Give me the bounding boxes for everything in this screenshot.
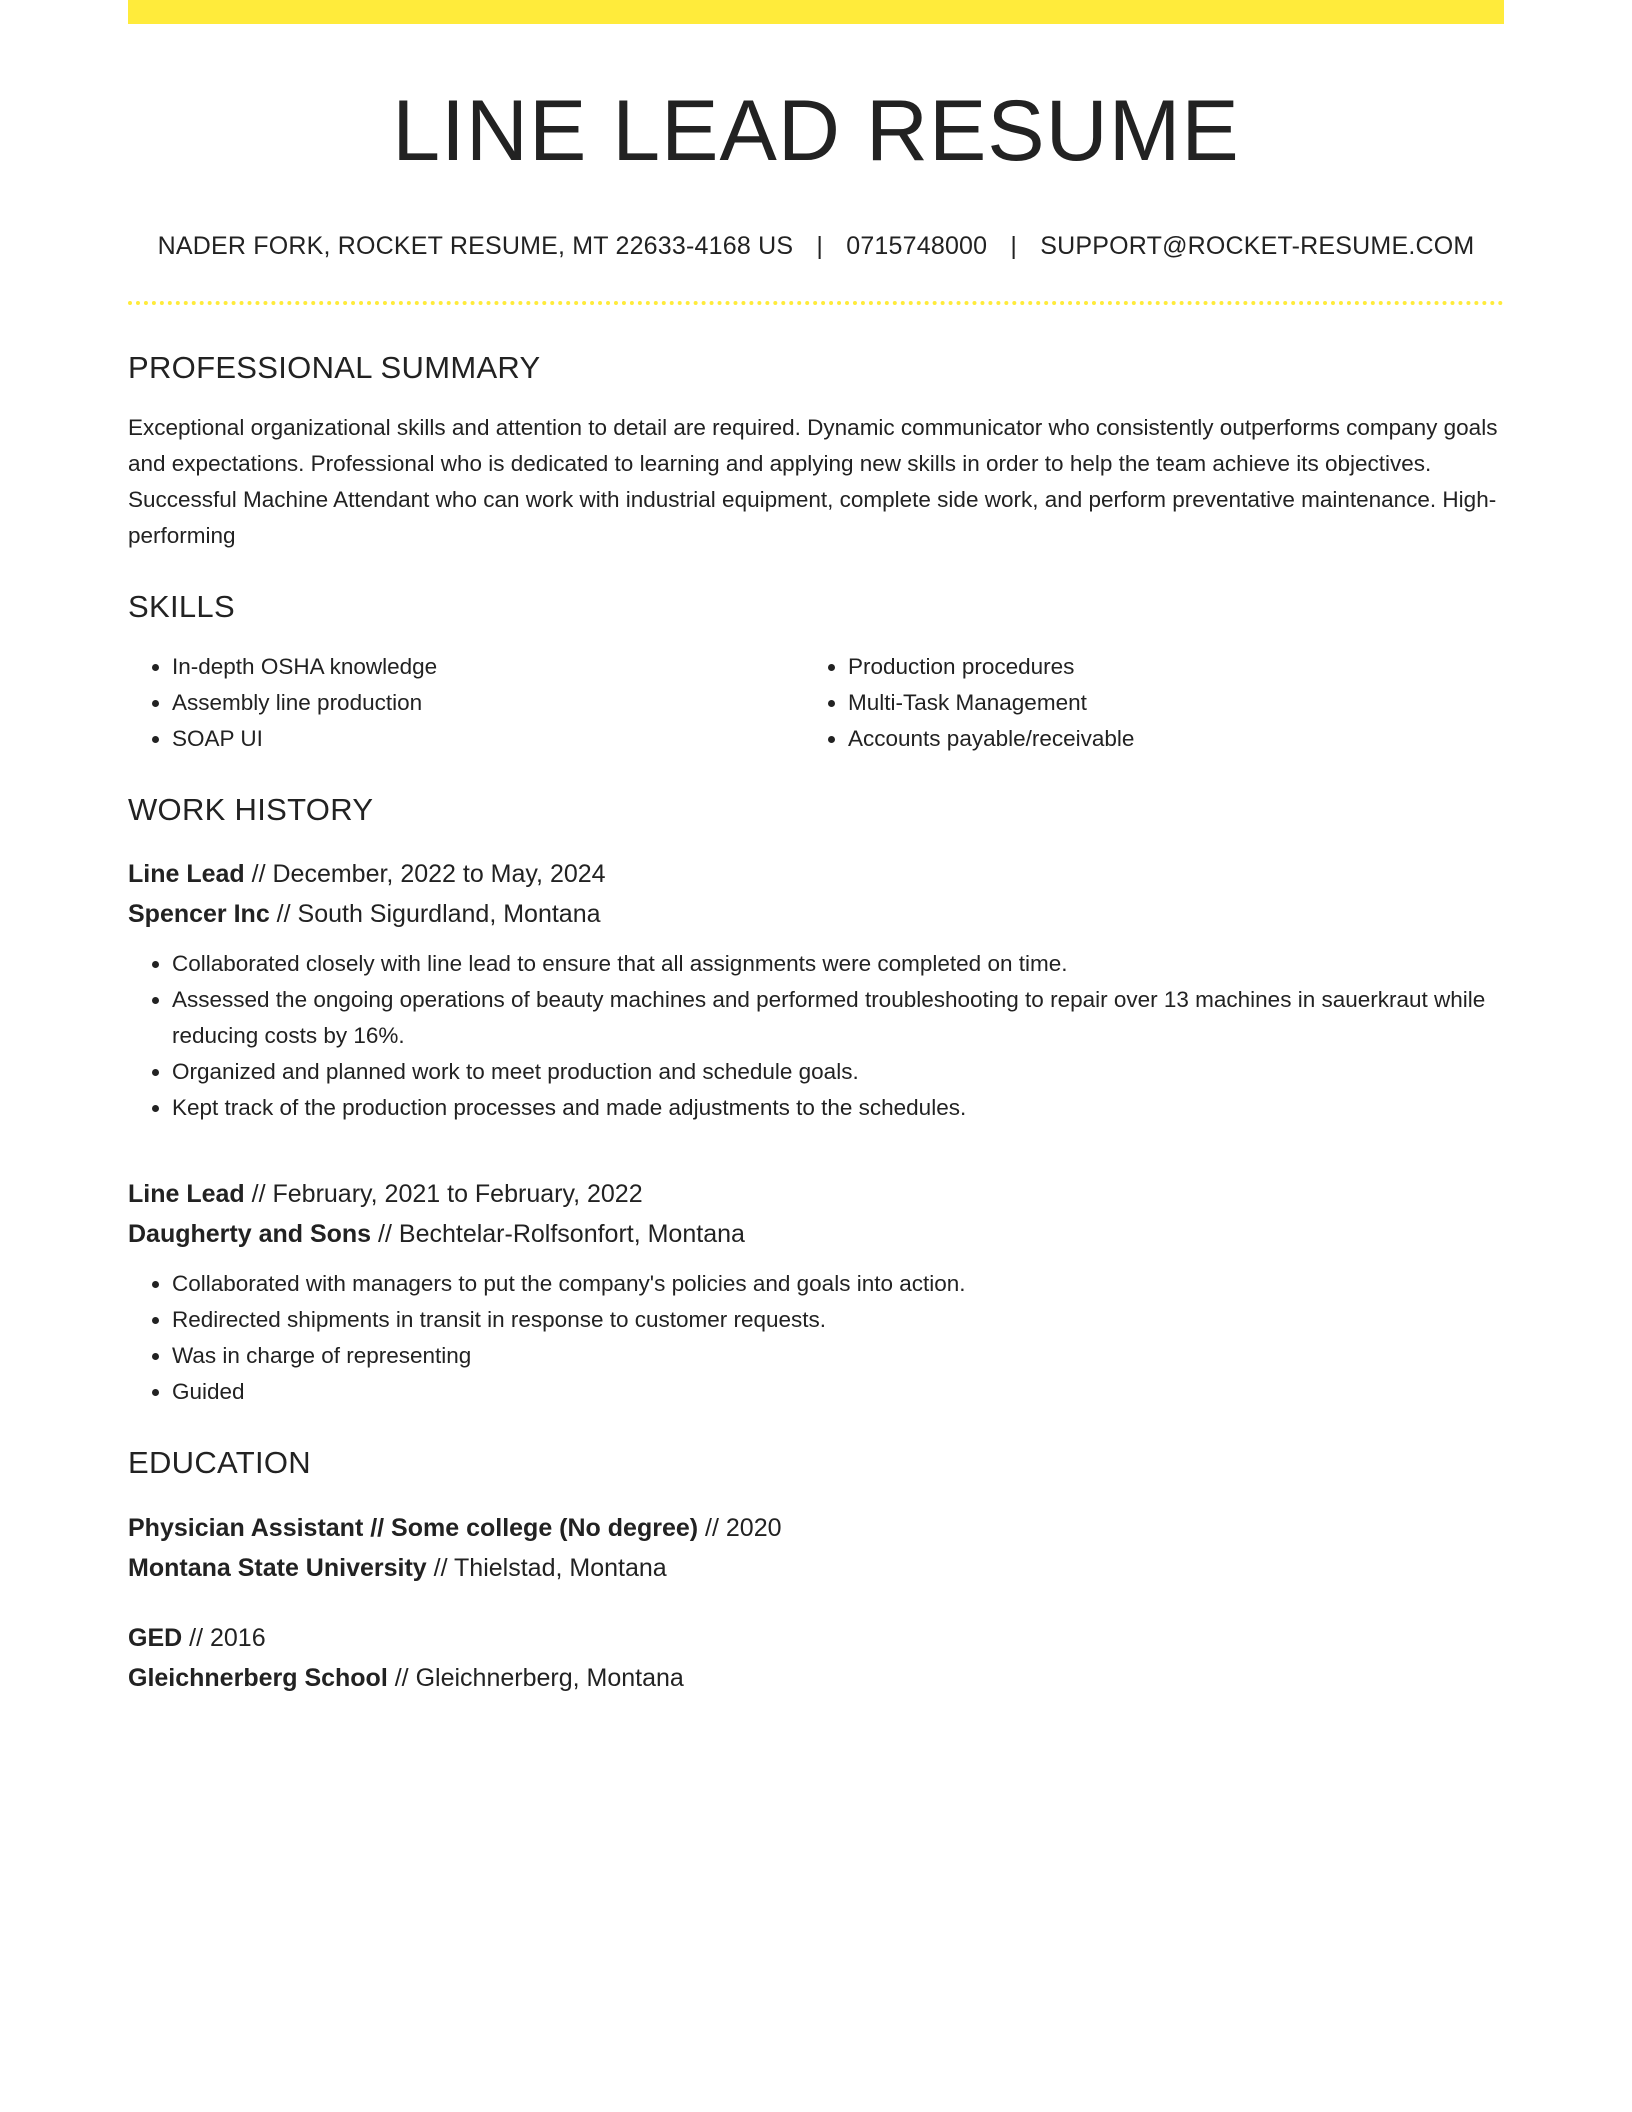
job-entry bbox=[128, 1174, 1504, 1410]
skill-item: • Assembly line production bbox=[172, 685, 804, 721]
job-entry bbox=[128, 854, 1504, 1126]
section-heading-education: EDUCATION bbox=[128, 1445, 311, 1481]
job-bullet: • Assessed the ongoing operations of beauty machines and performed troubleshooting to repair over 13 machines in sauerkraut while reducing costs by 16%. bbox=[172, 982, 1504, 1054]
job-dates: December, 2022 to May, 2024 bbox=[272, 860, 606, 889]
section-heading-work-history: WORK HISTORY bbox=[128, 792, 374, 828]
skill-item: • Multi-Task Management bbox=[848, 685, 1480, 721]
education-year: 2020 bbox=[725, 1513, 782, 1542]
field-separator: // bbox=[426, 1553, 455, 1582]
resume-page bbox=[128, 0, 1504, 2112]
education-location: Thielstad, Montana bbox=[454, 1553, 667, 1582]
job-company-line bbox=[128, 894, 1504, 934]
education-year: 2016 bbox=[209, 1623, 266, 1652]
job-bullet: • Redirected shipments in transit in response to customer requests. bbox=[172, 1302, 1504, 1338]
job-bullets bbox=[128, 1266, 1504, 1410]
job-bullet: • Collaborated with managers to put the company's policies and goals into action. bbox=[172, 1266, 1504, 1302]
job-title-line bbox=[128, 1174, 1504, 1214]
job-location: South Sigurdland, Montana bbox=[297, 900, 601, 929]
education-entry bbox=[128, 1618, 1504, 1698]
contact-email: SUPPORT@ROCKET-RESUME.COM bbox=[1040, 231, 1475, 260]
job-dates: February, 2021 to February, 2022 bbox=[272, 1180, 643, 1209]
field-separator: // bbox=[269, 900, 298, 929]
dotted-divider bbox=[128, 301, 1504, 305]
education-school: Gleichnerberg School bbox=[128, 1663, 388, 1692]
job-company-line bbox=[128, 1214, 1504, 1254]
education-degree-line bbox=[128, 1508, 1504, 1548]
field-separator: // bbox=[244, 860, 273, 889]
section-heading-summary: PROFESSIONAL SUMMARY bbox=[128, 349, 541, 385]
job-company: Daugherty and Sons bbox=[128, 1220, 372, 1249]
education-school: Montana State University bbox=[128, 1553, 427, 1582]
job-bullet: • Organized and planned work to meet production and schedule goals. bbox=[172, 1054, 1504, 1090]
field-separator: // bbox=[371, 1220, 399, 1249]
skill-item: • In-depth OSHA knowledge bbox=[172, 649, 804, 685]
contact-line bbox=[128, 231, 1504, 261]
accent-bar bbox=[128, 0, 1504, 24]
contact-separator: | bbox=[1010, 231, 1018, 260]
skill-item: • Production procedures bbox=[848, 649, 1480, 685]
job-bullets bbox=[128, 946, 1504, 1126]
job-company: Spencer Inc bbox=[128, 900, 270, 929]
job-bullet: • Kept track of the production processes and made adjustments to the schedules. bbox=[172, 1090, 1504, 1126]
job-bullet: • Was in charge of representing bbox=[172, 1338, 1504, 1374]
contact-separator: | bbox=[816, 231, 824, 260]
job-location: Bechtelar-Rolfsonfort, Montana bbox=[398, 1220, 745, 1249]
field-separator: // bbox=[182, 1623, 210, 1652]
skills-column-left bbox=[128, 649, 804, 757]
field-separator: // bbox=[387, 1663, 416, 1692]
contact-address: NADER FORK, ROCKET RESUME, MT 22633-4168 US bbox=[157, 231, 794, 260]
job-title-line bbox=[128, 854, 1504, 894]
job-title: Line Lead bbox=[128, 860, 245, 889]
job-title: Line Lead bbox=[128, 1180, 245, 1209]
education-school-line bbox=[128, 1548, 1504, 1588]
section-heading-skills: SKILLS bbox=[128, 589, 235, 625]
resume-title: LINE LEAD RESUME bbox=[392, 83, 1240, 179]
education-degree: Physician Assistant // Some college (No degree) bbox=[128, 1513, 699, 1542]
education-school-line bbox=[128, 1658, 1504, 1698]
skills-column-right bbox=[804, 649, 1480, 757]
skills-list bbox=[128, 649, 1504, 757]
education-degree: GED bbox=[128, 1623, 183, 1652]
contact-phone: 0715748000 bbox=[846, 231, 988, 260]
job-bullet: • Guided bbox=[172, 1374, 1504, 1410]
summary-text: Exceptional organizational skills and attention to detail are required. Dynamic communicator who consistently outperforms company goals and expectations. Professional who is dedicated to learning and applying new skills in order to help the team achieve its objectives. Successful Machine Attendant who can work with industrial equipment, complete side work, and perform preventative maintenance. High-performing bbox=[128, 415, 1498, 549]
education-location: Gleichnerberg, Montana bbox=[415, 1663, 684, 1692]
field-separator: // bbox=[698, 1513, 726, 1542]
field-separator: // bbox=[244, 1180, 273, 1209]
skill-item: • Accounts payable/receivable bbox=[848, 721, 1480, 757]
education-entry bbox=[128, 1508, 1504, 1588]
skill-item: • SOAP UI bbox=[172, 721, 804, 757]
job-bullet: • Collaborated closely with line lead to ensure that all assignments were completed on time. bbox=[172, 946, 1504, 982]
education-degree-line bbox=[128, 1618, 1504, 1658]
